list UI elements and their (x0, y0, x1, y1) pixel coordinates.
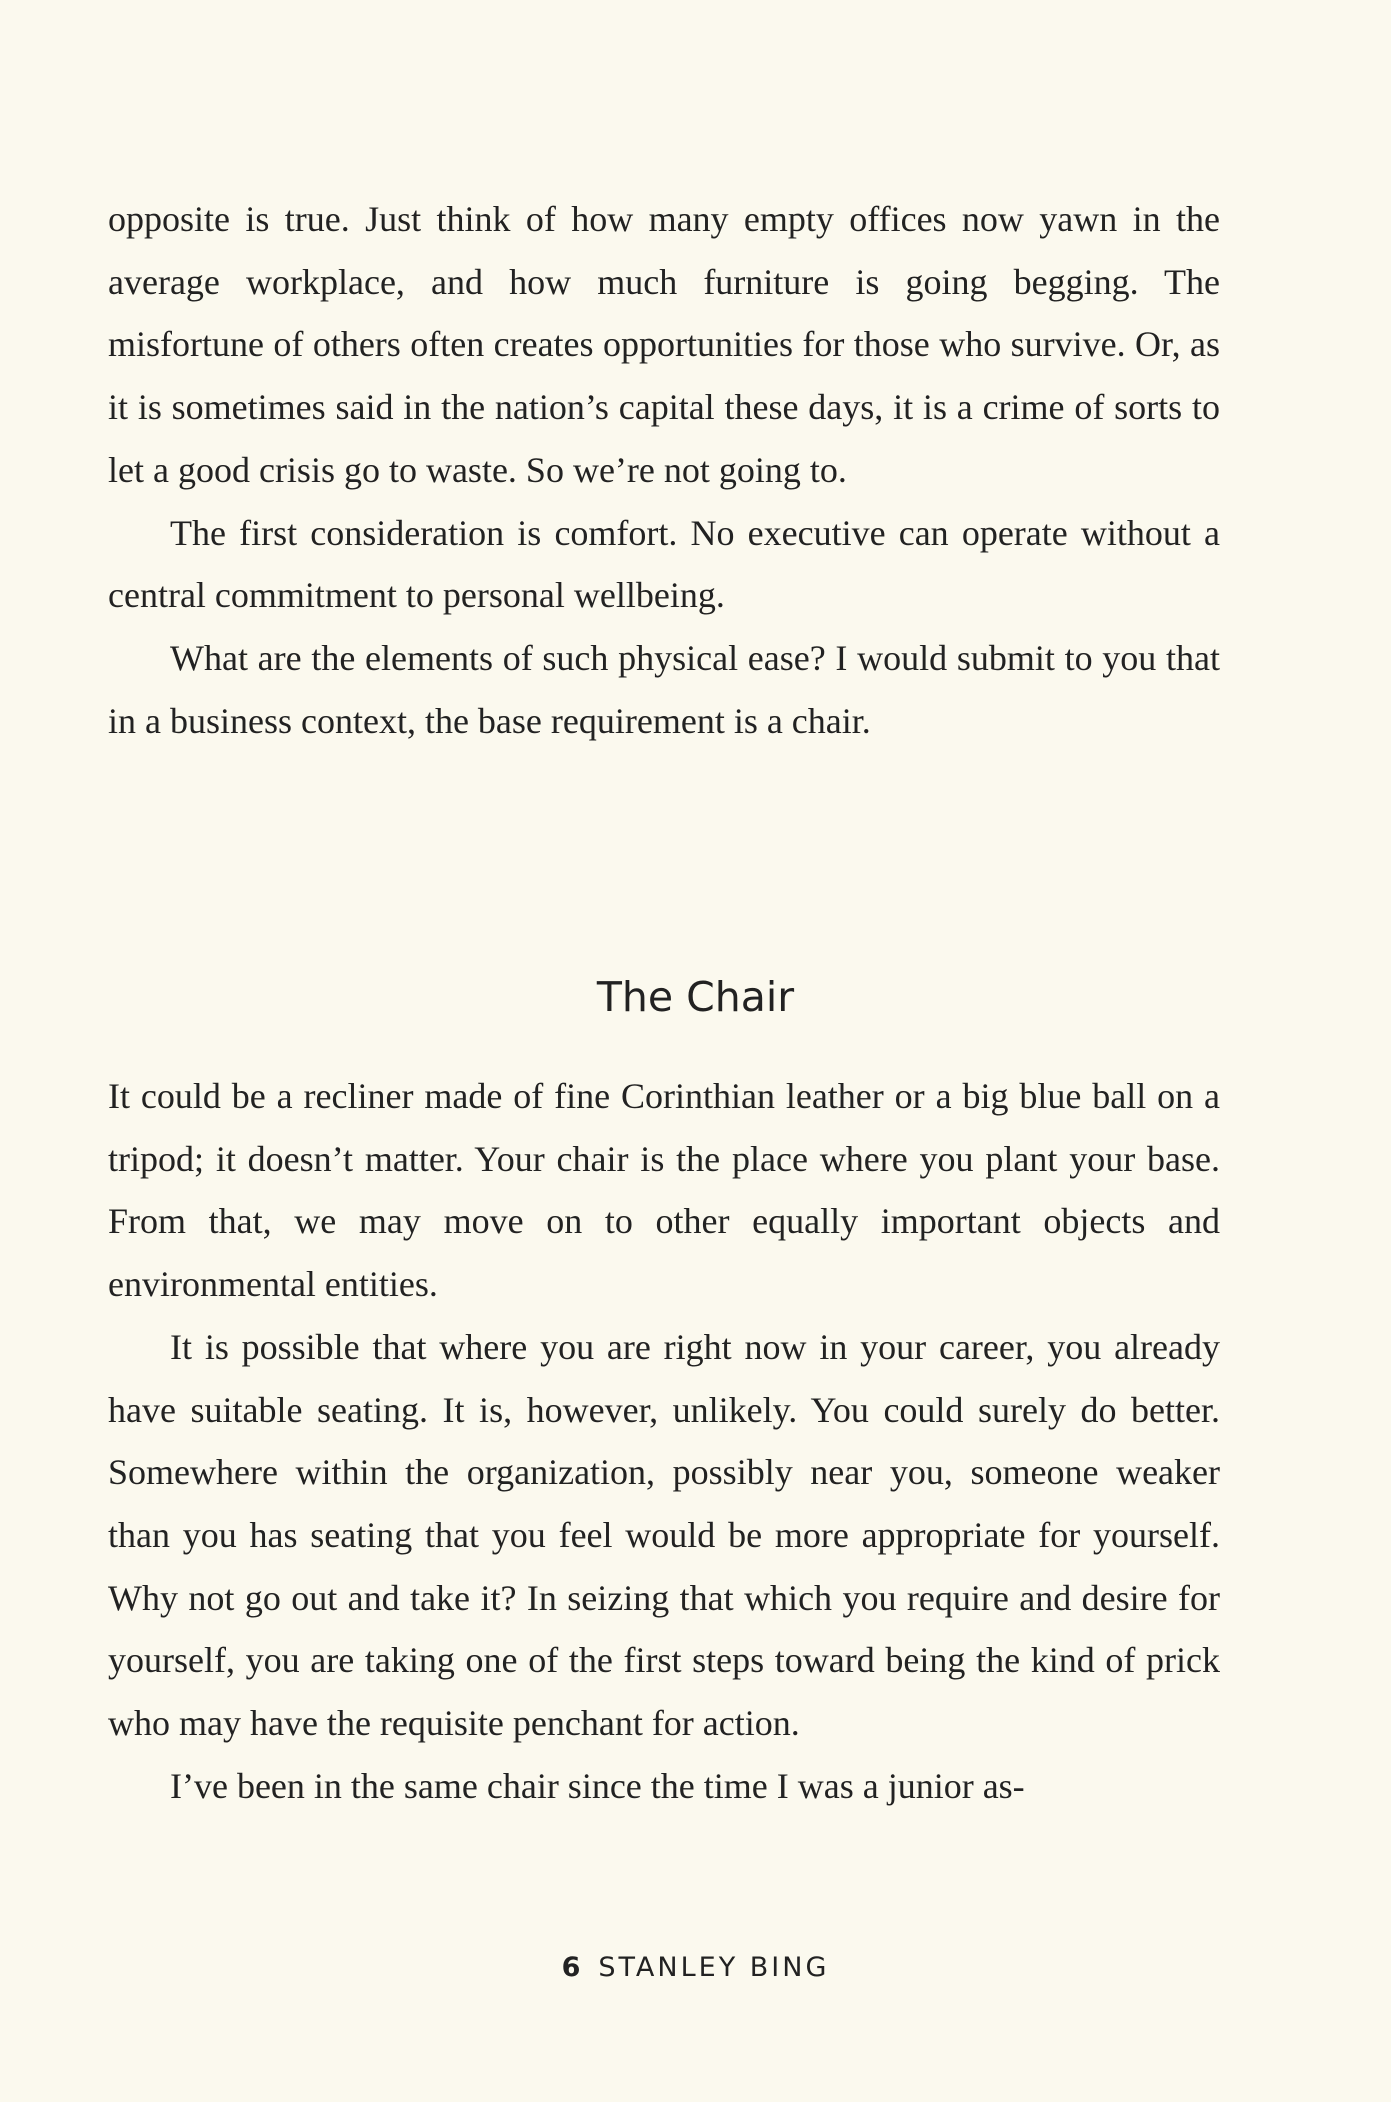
paragraph-physical-ease: What are the elements of such physical ease? I would submit to you that in a business context, the base requirement is a chair. (108, 637, 1220, 741)
paragraph-continued: opposite is true. Just think of how many empty offices now yawn in the average workplace, and how much furniture is going begging. The misfortune of others often creates opportunities for those who survive. Or, as it is sometimes said in the nation’s capital these days, it is a crime of sorts to let a good crisis go to waste. So we’re not going to. (108, 199, 1220, 490)
section-heading: The Chair (596, 973, 795, 1021)
author-name: STANLEY BING (598, 1952, 830, 1983)
running-footer (0, 1952, 1391, 1983)
paragraph-comfort: The first consideration is comfort. No executive can operate without a central commitment to personal wellbeing. (108, 512, 1220, 616)
body-text-chair (108, 1065, 1220, 1817)
paragraph-recliner: It could be a recliner made of fine Corinthian leather or a big blue ball on a tripod; it doesn’t matter. Your chair is the place where you plant your base. From that, we may move on to other equally important objects and environmental entities. (108, 1076, 1220, 1305)
page-number: 6 (561, 1952, 581, 1983)
paragraph-same-chair: I’ve been in the same chair since the time I was a junior as- (170, 1765, 1025, 1806)
paragraph-suitable-seating: It is possible that where you are right now in your career, you already have suitable seating. It is, however, unlikely. You could surely do better. Somewhere within the organization, possibly near you, someone weaker than you has seating that you feel would be more appropriate for yourself. Why not go out and take it? In seizing that which you require and desire for yourself, you are taking one of the first steps toward being the kind of prick who may have the requisite penchant for action. (108, 1326, 1220, 1744)
body-text-top (108, 188, 1220, 752)
